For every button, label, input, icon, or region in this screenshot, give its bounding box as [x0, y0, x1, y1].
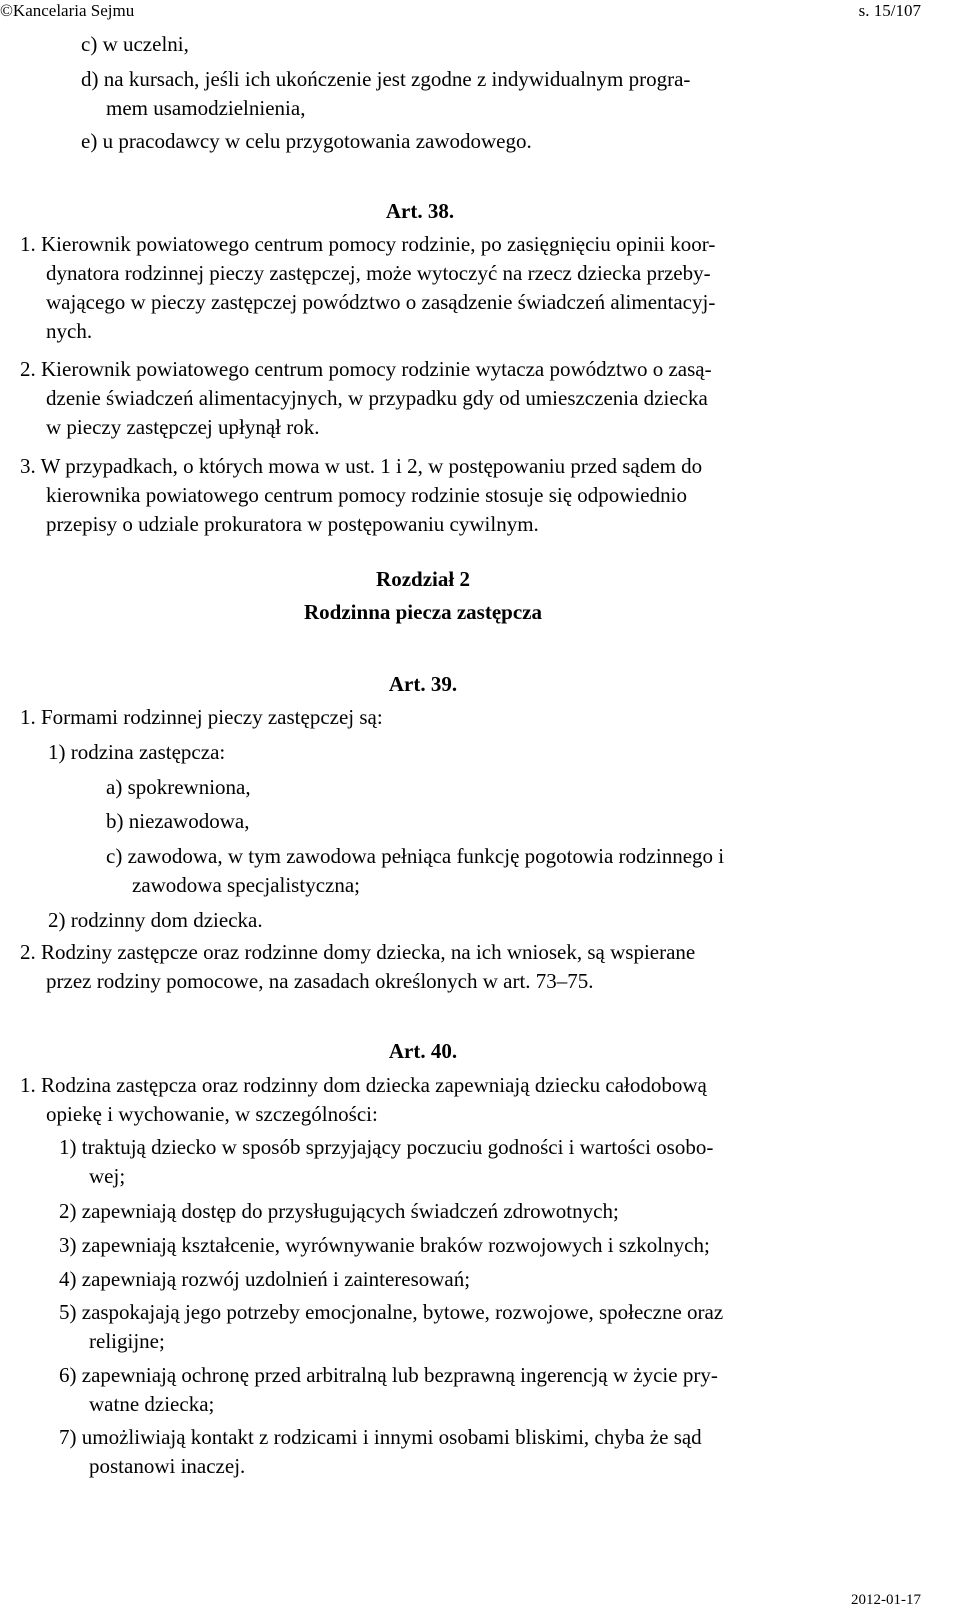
- art38-paragraph-1: 1. Kierownik powiatowego centrum pomocy rodzinie, po zasięgnięciu opinii koor- dynatora rodzinnej pieczy zastępczej, może wytoczyć na rzecz dziecka przeby- wającego w pieczy zastępczej powództwo o zasądzenie świadczeń alimentacyj- nych.: [20, 232, 716, 343]
- article-heading-38: Art. 38.: [385, 199, 455, 223]
- art39-item-1: 1) rodzina zastępcza:: [48, 740, 226, 764]
- art40-item-7: 7) umożliwiają kontakt z rodzicami i innymi osobami bliskimi, chyba że sąd postanowi inaczej.: [59, 1425, 702, 1478]
- art39-item-2: 2) rodzinny dom dziecka.: [48, 908, 263, 932]
- art40-item-2: 2) zapewniają dostęp do przysługujących świadczeń zdrowotnych;: [59, 1199, 619, 1223]
- art39-item-b: b) niezawodowa,: [106, 809, 250, 833]
- art39-item-c: c) zawodowa, w tym zawodowa pełniąca funkcję pogotowia rodzinnego i zawodowa specjalistyczna;: [106, 844, 725, 897]
- art39-paragraph-2: 2. Rodziny zastępcze oraz rodzinne domy dziecka, na ich wniosek, są wspierane przez rodziny pomocowe, na zasadach określonych w art. 73–75.: [20, 940, 696, 993]
- art40-paragraph-1: 1. Rodzina zastępcza oraz rodzinny dom dziecka zapewniają dziecku całodobową opiekę i wychowanie, w szczególności:: [20, 1073, 707, 1126]
- header-page-number: s. 15/107: [858, 1, 921, 20]
- header-source: ©Kancelaria Sejmu: [0, 1, 135, 20]
- art39-paragraph-1: 1. Formami rodzinnej pieczy zastępczej są:: [20, 705, 383, 729]
- article-heading-40: Art. 40.: [388, 1039, 458, 1063]
- art40-item-5: 5) zaspokajają jego potrzeby emocjonalne, bytowe, rozwojowe, społeczne oraz religijne;: [59, 1300, 724, 1353]
- list-item-c: c) w uczelni,: [81, 32, 189, 56]
- list-item-d: d) na kursach, jeśli ich ukończenie jest zgodne z indywidualnym progra-: [81, 67, 691, 91]
- chapter-title: Rodzinna piecza zastępcza: [304, 600, 542, 624]
- art40-item-3: 3) zapewniają kształcenie, wyrównywanie braków rozwojowych i szkolnych;: [59, 1233, 710, 1257]
- art40-item-1: 1) traktują dziecko w sposób sprzyjający poczuciu godności i wartości osobo- wej;: [59, 1135, 714, 1188]
- art39-item-a: a) spokrewniona,: [106, 775, 251, 799]
- footer-date: 2012-01-17: [851, 1592, 921, 1608]
- art38-paragraph-3: 3. W przypadkach, o których mowa w ust. 1 i 2, w postępowaniu przed sądem do kierownika powiatowego centrum pomocy rodzinie stosuje się odpowiednio przepisy o udziale prokuratora w postępowaniu cywilnym.: [20, 454, 703, 536]
- chapter-number: Rozdział 2: [376, 567, 470, 591]
- art40-item-6: 6) zapewniają ochronę przed arbitralną lub bezprawną ingerencją w życie pry- watne dziecka;: [59, 1363, 718, 1416]
- art38-paragraph-2: 2. Kierownik powiatowego centrum pomocy rodzinie wytacza powództwo o zasą- dzenie świadczeń alimentacyjnych, w przypadku gdy od umieszczenia dziecka w pieczy zastępczej upłynął rok.: [20, 357, 712, 439]
- art40-item-4: 4) zapewniają rozwój uzdolnień i zainteresowań;: [59, 1267, 471, 1291]
- article-heading-39: Art. 39.: [388, 672, 458, 696]
- list-item-d-cont: mem usamodzielnienia,: [106, 96, 306, 120]
- list-item-e: e) u pracodawcy w celu przygotowania zawodowego.: [81, 129, 532, 153]
